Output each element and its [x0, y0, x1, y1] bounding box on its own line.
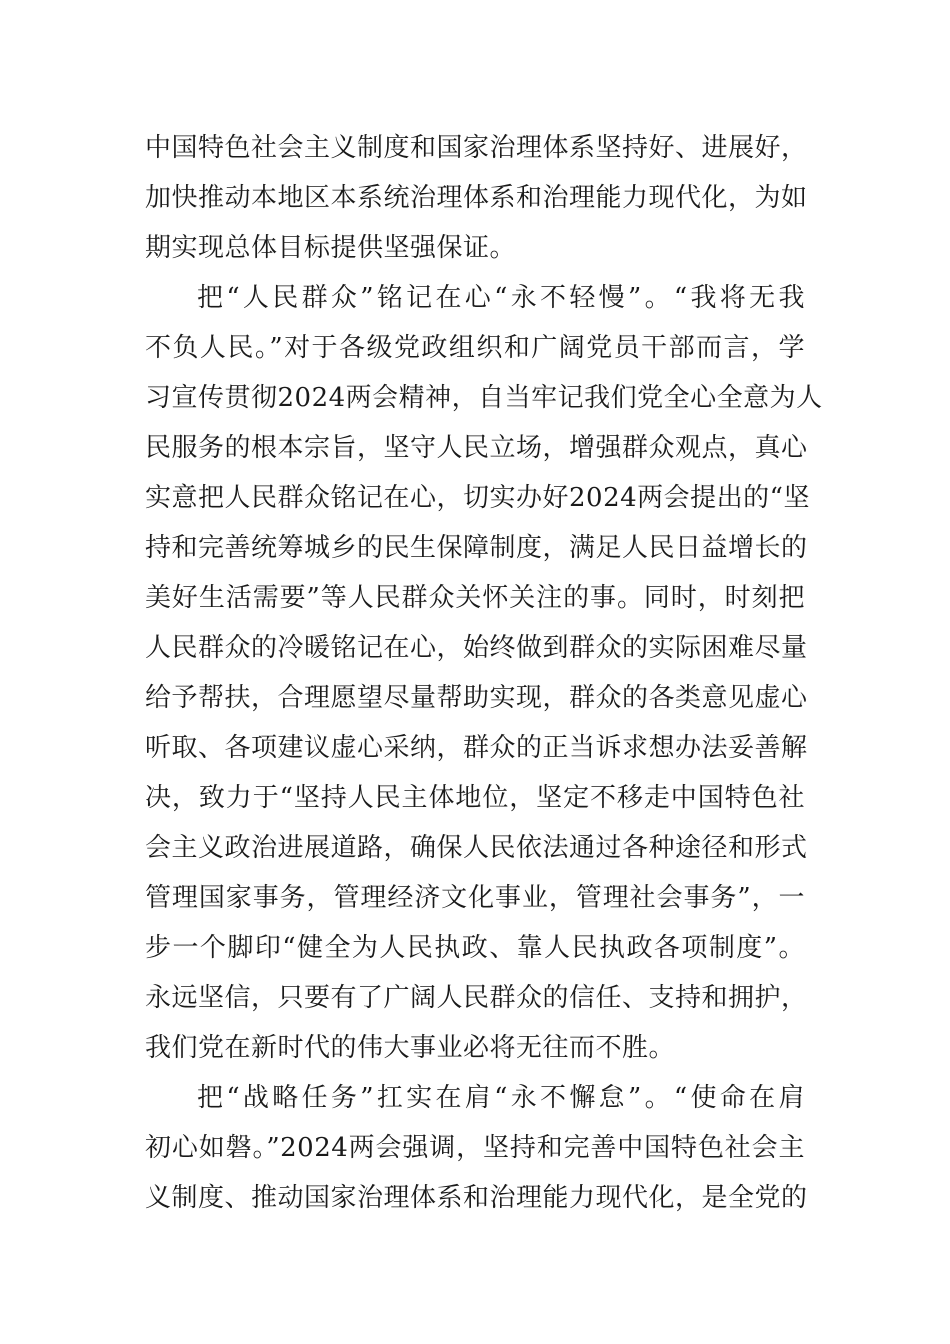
text-line: 管理国家事务，管理经济文化事业，管理社会事务”，一: [145, 883, 805, 913]
text-line: 加快推动本地区本系统治理体系和治理能力现代化，为如: [145, 183, 808, 213]
text-line: 初心如磐。”2024两会强调，坚持和完善中国特色社会主: [145, 1133, 805, 1163]
text-line: 义制度、推动国家治理体系和治理能力现代化，是全党的: [145, 1183, 808, 1213]
text-line: 习宣传贯彻2024两会精神，自当牢记我们党全心全意为人: [145, 383, 823, 413]
text-line: 我们党在新时代的伟大事业必将无往而不胜。: [145, 1033, 676, 1063]
text-line: 实意把人民群众铭记在心，切实办好2024两会提出的“坚: [145, 483, 810, 513]
text-line: 持和完善统筹城乡的民生保障制度，满足人民日益增长的: [145, 533, 808, 563]
text-line: 人民群众的冷暖铭记在心，始终做到群众的实际困难尽量: [145, 633, 808, 663]
paragraph-first-line: 把“人民群众”铭记在心“永不轻慢”。“我将无我: [197, 283, 805, 313]
text-line: 会主义政治进展道路，确保人民依法通过各种途径和形式: [145, 833, 808, 863]
text-line: 永远坚信，只要有了广阔人民群众的信任、支持和拥护，: [145, 983, 808, 1013]
text-line: 步一个脚印“健全为人民执政、靠人民执政各项制度”。: [145, 933, 805, 963]
text-line: 不负人民。”对于各级党政组织和广阔党员干部而言，学: [145, 333, 805, 363]
text-line: 民服务的根本宗旨，坚守人民立场，增强群众观点，真心: [145, 433, 808, 463]
text-line: 中国特色社会主义制度和国家治理体系坚持好、进展好，: [145, 133, 808, 163]
text-line: 听取、各项建议虚心采纳，群众的正当诉求想办法妥善解: [145, 733, 808, 763]
text-line: 期实现总体目标提供坚强保证。: [145, 233, 517, 263]
text-line: 决，致力于“坚持人民主体地位，坚定不移走中国特色社: [145, 783, 805, 813]
paragraph-first-line: 把“战略任务”扛实在肩“永不懈怠”。“使命在肩: [197, 1083, 805, 1113]
text-line: 给予帮扶，合理愿望尽量帮助实现，群众的各类意见虚心: [145, 683, 808, 713]
text-line: 美好生活需要”等人民群众关怀关注的事。同时，时刻把: [145, 583, 805, 613]
